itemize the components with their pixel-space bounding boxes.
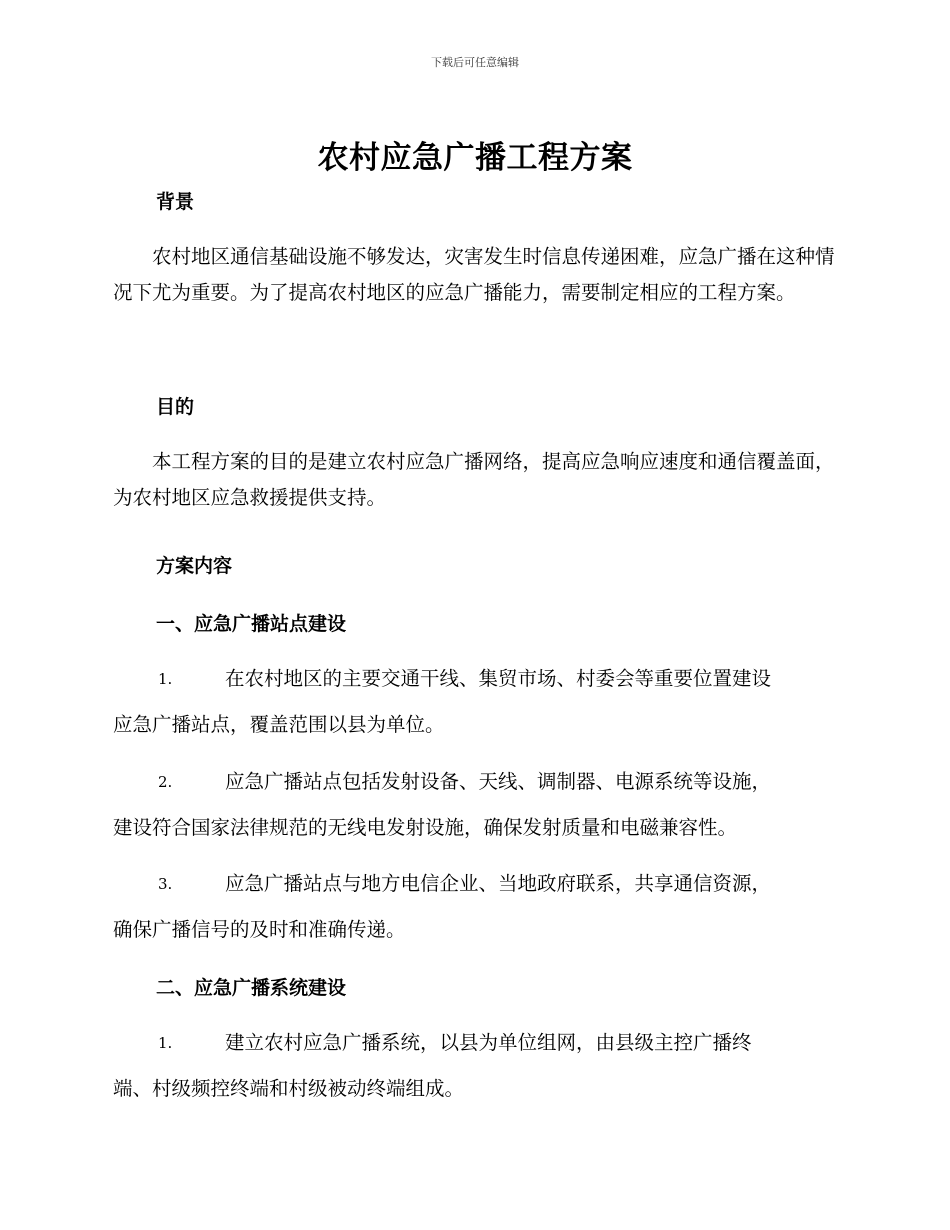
header-note: 下载后可任意编辑 — [431, 56, 519, 69]
list-item-text: 建立农村应急广播系统，以县为单位组网，由县级主控广播终 — [225, 1031, 752, 1054]
section-heading-background: 背景 — [156, 191, 195, 213]
background-paragraph: 农村地区通信基础设施不够发达，灾害发生时信息传递困难，应急广播在这种情况下尤为重要。为了提高农村地区的应急广播能力，需要制定相应的工程方案。 — [113, 245, 835, 304]
list-item-number: 1. — [158, 670, 173, 688]
list-item-number: 2. — [158, 773, 173, 791]
list-item-number: 3. — [158, 875, 173, 893]
part2-heading: 二、应急广播系统建设 — [156, 977, 347, 999]
list-item-text: 应急广播站点，覆盖范围以县为单位。 — [113, 713, 445, 736]
document-title: 农村应急广播工程方案 — [317, 140, 633, 176]
purpose-paragraph: 本工程方案的目的是建立农村应急广播网络，提高应急响应速度和通信覆盖面，为农村地区应急救援提供支持。 — [113, 450, 835, 509]
section-heading-purpose: 目的 — [156, 396, 195, 418]
list-item-text: 建设符合国家法律规范的无线电发射设施，确保发射质量和电磁兼容性。 — [113, 816, 738, 839]
part1-heading: 一、应急广播站点建设 — [156, 613, 347, 635]
list-item-text: 确保广播信号的及时和准确传递。 — [113, 918, 406, 941]
list-item-text: 应急广播站点包括发射设备、天线、调制器、电源系统等设施， — [225, 770, 772, 793]
list-item-text: 在农村地区的主要交通干线、集贸市场、村委会等重要位置建设 — [225, 667, 772, 690]
list-item-text: 应急广播站点与地方电信企业、当地政府联系，共享通信资源， — [225, 872, 772, 895]
list-item-text: 端、村级频控终端和村级被动终端组成。 — [113, 1077, 465, 1100]
list-item-number: 1. — [158, 1034, 173, 1052]
section-heading-content: 方案内容 — [156, 555, 233, 577]
